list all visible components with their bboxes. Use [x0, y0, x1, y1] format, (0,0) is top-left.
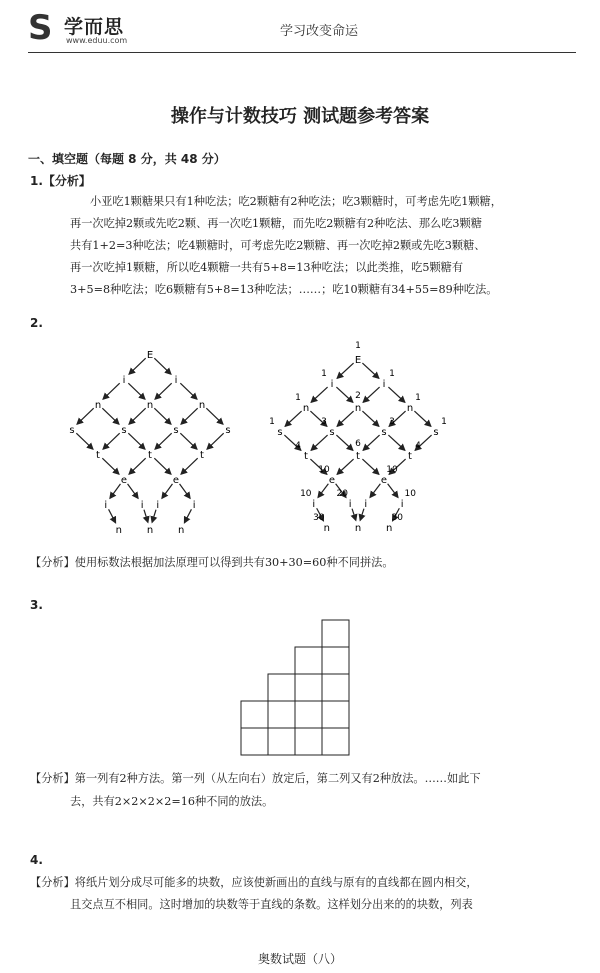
diagram-node: n: [198, 400, 206, 411]
diagram-arrow: [362, 459, 378, 474]
diagram-node: t: [408, 451, 412, 462]
diagram-count-label: 3: [321, 417, 327, 427]
diagram-arrow: [337, 363, 353, 378]
diagram-arrow: [337, 411, 353, 426]
diagram-node: t: [356, 451, 360, 462]
diagram-node: n: [354, 523, 362, 534]
diagram-arrow: [206, 408, 223, 424]
staircase-grid: [238, 618, 353, 760]
diagram-node: s: [329, 427, 335, 438]
diagram-arrow: [181, 458, 198, 474]
diagram-count-label: 10: [404, 489, 416, 499]
diagram-count-label: 1: [321, 369, 327, 379]
diagram-arrow: [336, 387, 352, 402]
diagram-count-label: 4: [295, 441, 301, 451]
diagram-count-label: 3: [389, 417, 395, 427]
diagram-arrow: [162, 484, 173, 498]
diagram-count-label: 6: [355, 439, 361, 449]
diagram-node: t: [96, 450, 100, 461]
diagram-arrow: [110, 484, 121, 498]
diagram-arrow: [77, 408, 94, 424]
diagram-node: i: [364, 499, 368, 510]
q1-line: 共有1+2=3种吃法；吃4颗糖时，可考虑先吃2颗糖、再一次吃掉2颗或先吃3颗糖、: [70, 239, 486, 252]
diagram-arrow: [103, 383, 120, 399]
diagram-node: n: [146, 525, 154, 536]
diagram-count-label: 1: [415, 393, 421, 403]
section-heading: 一、填空题（每题 8 分，共 48 分）: [28, 152, 226, 166]
diagram-arrow: [129, 458, 146, 474]
diagram-count-label: 1: [355, 341, 361, 351]
q4-label: 4.: [30, 853, 43, 867]
diagram-node: e: [380, 475, 388, 486]
diagram-node: n: [323, 523, 330, 534]
diagram-arrow: [336, 435, 352, 450]
diagram-arrow: [388, 435, 404, 450]
q3-label: 3.: [30, 598, 43, 612]
diagram-arrow: [76, 433, 93, 449]
diagram-node: e: [120, 475, 128, 486]
diagram-node: s: [69, 425, 75, 436]
diagram-arrow: [154, 458, 171, 474]
diagram-node: e: [172, 475, 180, 486]
diagram-arrow: [109, 509, 116, 522]
diagram-arrow: [311, 435, 327, 450]
q3-analysis-line2: 去，共有2×2×2×2=16种不同的放法。: [70, 795, 274, 808]
diagram-count-label: 1: [295, 393, 301, 403]
q1-line: 小亚吃1颗糖果只有1种吃法；吃2颗糖有2种吃法；吃3颗糖时，可考虑先吃1颗糖，: [90, 195, 502, 208]
q2-analysis: 【分析】使用标数法根据加法原理可以得到共有30+30=60种不同拼法。: [30, 556, 394, 569]
diagram-arrow: [181, 408, 198, 424]
diagram-node: n: [94, 400, 102, 411]
q2-label: 2.: [30, 316, 43, 330]
diagram-arrow: [129, 408, 146, 424]
logo-name: 学而思: [64, 16, 125, 38]
diagram-node: i: [140, 500, 144, 511]
logo-s-icon: S: [28, 8, 53, 48]
q4-analysis-line1: 【分析】将纸片划分成尽可能多的块数，应该使新画出的直线与原有的直线都在圆内相交，: [30, 876, 478, 889]
diagram-count-label: 30: [313, 513, 325, 523]
diagram-count-label: 10: [386, 465, 398, 475]
diagram-node: i: [312, 499, 316, 510]
diagram-node: n: [115, 525, 122, 536]
diagram-node: i: [174, 375, 178, 386]
diagram-count-label: 20: [336, 489, 348, 499]
q1-line: 再一次吃掉1颗糖，所以吃4颗糖一共有5+8=13种吃法；以此类推，吃5颗糖有: [70, 261, 464, 274]
diagram-count-label: 30: [391, 513, 403, 523]
diagram-node: i: [400, 499, 404, 510]
diagram-node: i: [382, 379, 386, 390]
diagram-node: t: [200, 450, 204, 461]
diagram-arrow: [311, 387, 327, 402]
diagram-arrow: [102, 458, 119, 474]
page-title: 操作与计数技巧 测试题参考答案: [170, 106, 430, 127]
q4-analysis-line2: 且交点互不相同。这时增加的块数等于直线的条数。这样划分出来的的块数，列表: [70, 898, 473, 911]
diagram-node: n: [302, 403, 310, 414]
diagram-node: s: [173, 425, 179, 436]
diagram-node: t: [304, 451, 308, 462]
diagram-node: s: [277, 427, 283, 438]
diagram-arrow: [337, 459, 353, 474]
diagram-arrow: [155, 433, 172, 449]
diagram-node: i: [330, 379, 334, 390]
diagram-arrow: [363, 387, 379, 402]
diagram-node: s: [225, 425, 231, 436]
diagram-node: t: [148, 450, 152, 461]
logo-url: www.eduu.com: [66, 36, 128, 45]
diagram-count-label: 10: [300, 489, 312, 499]
diagram-arrow: [152, 510, 156, 523]
diagram-node: i: [192, 500, 196, 511]
diagram-node: E: [354, 355, 362, 366]
diagram-arrow: [414, 411, 430, 426]
diagram-arrow: [102, 408, 119, 424]
diagram-arrow: [180, 484, 191, 498]
diagram-count-label: 1: [269, 417, 275, 427]
diagram-arrow: [388, 387, 404, 402]
diagram-arrow: [285, 411, 301, 426]
diagram-arrow: [154, 408, 171, 424]
diagram-arrow: [360, 509, 364, 521]
diagram-arrow: [128, 484, 139, 498]
diagram-node: i: [156, 500, 160, 511]
diagram-arrow: [352, 509, 356, 521]
diagram-arrow: [103, 433, 120, 449]
diagram-arrow: [129, 358, 146, 374]
diagram-node: s: [121, 425, 127, 436]
diagram-count-label: 4: [415, 441, 421, 451]
header-divider: [28, 52, 576, 53]
page-footer: 奥数试题（八）: [257, 952, 342, 966]
diagram-arrow: [207, 433, 224, 449]
diagram-count-label: 1: [389, 369, 395, 379]
diagram-node: n: [406, 403, 414, 414]
q1-line: 3+5=8种吃法；吃6颗糖有5+8=13种吃法；……；吃10颗糖有34+55=89种吃法。: [70, 283, 498, 296]
diagram-node: n: [146, 400, 154, 411]
logo: [28, 8, 168, 48]
diagram-arrow: [180, 433, 197, 449]
diagram-arrow: [362, 363, 378, 378]
diagram-node: n: [354, 403, 362, 414]
right-numbered-diagram: [260, 335, 480, 540]
diagram-arrow: [180, 383, 197, 399]
diagram-arrow: [388, 484, 398, 498]
diagram-arrow: [370, 484, 380, 498]
diagram-node: n: [386, 523, 393, 534]
diagram-arrow: [318, 484, 328, 498]
diagram-arrow: [363, 435, 379, 450]
diagram-arrow: [128, 433, 145, 449]
diagram-node: i: [104, 500, 108, 511]
diagram-node: s: [381, 427, 387, 438]
left-letter-diagram: [55, 340, 265, 540]
diagram-arrow: [154, 358, 171, 374]
diagram-node: s: [433, 427, 439, 438]
diagram-arrow: [128, 383, 145, 399]
header-slogan: 学习改变命运: [280, 24, 359, 39]
diagram-node: n: [178, 525, 185, 536]
diagram-arrow: [155, 383, 172, 399]
diagram-count-label: 10: [318, 465, 330, 475]
q3-analysis-line1: 【分析】第一列有2种方法。第一列（从左向右）放定后，第二列又有2种放法。……如此下: [30, 772, 481, 785]
q1-label: 1.【分析】: [30, 174, 91, 188]
diagram-node: i: [122, 375, 126, 386]
q1-line: 再一次吃掉2颗或先吃2颗、再一次吃1颗糖，而先吃2颗糖有2种吃法、那么吃3颗糖: [70, 217, 482, 230]
diagram-arrow: [362, 411, 378, 426]
diagram-node: E: [146, 350, 154, 361]
diagram-count-label: 1: [441, 417, 447, 427]
diagram-node: e: [328, 475, 336, 486]
diagram-arrow: [144, 510, 148, 523]
diagram-count-label: 2: [355, 391, 361, 401]
diagram-node: i: [348, 499, 352, 510]
diagram-arrow: [184, 509, 191, 522]
